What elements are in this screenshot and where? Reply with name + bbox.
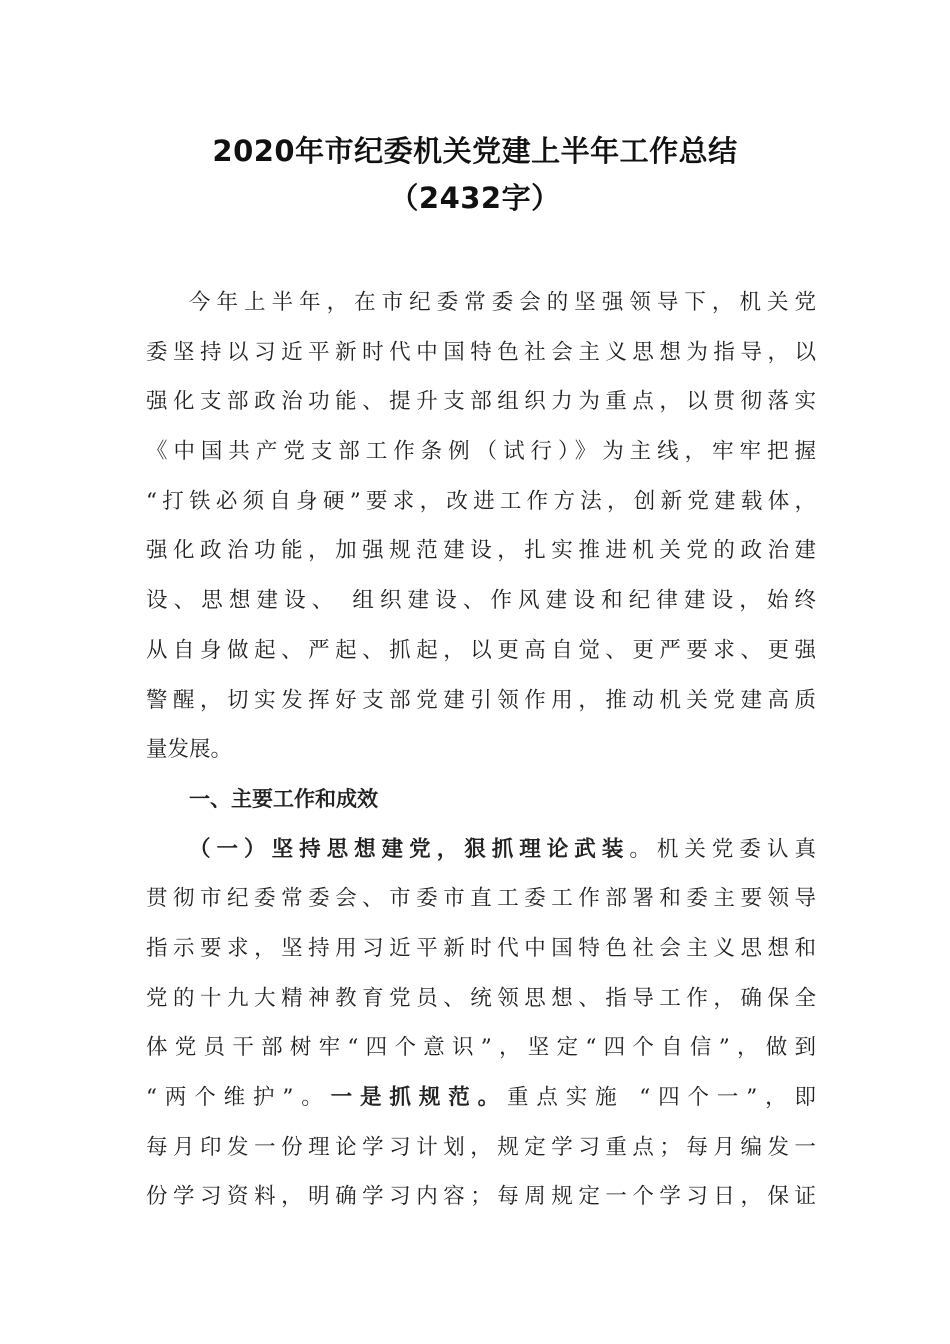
point-heading: 一是抓规范。	[330, 1085, 507, 1110]
paragraph-line: 警醒，切实发挥好支部党建引领作用，推动机关党建高质	[146, 687, 816, 713]
paragraph-line: 强化支部政治功能、提升支部组织力为重点，以贯彻落实	[146, 389, 816, 415]
paragraph-line: 委坚持以习近平新时代中国特色社会主义思想为指导，以	[146, 339, 816, 365]
line-segment: 重点实施 “四个一”，即	[506, 1085, 816, 1110]
paragraph-line: 强化政治功能，加强规范建设，扎实推进机关党的政治建	[146, 538, 816, 564]
paragraph-line: 设、思想建设、 组织建设、作风建设和纪律建设，始终	[146, 588, 816, 614]
paragraph-line: 从自身做起、严起、抓起，以更高自觉、更严要求、更强	[146, 637, 816, 663]
subsection-line	[146, 825, 816, 875]
title-line-1: 2020年市纪委机关党建上半年工作总结	[212, 134, 738, 168]
paragraph-line: 指示要求，坚持用习近平新时代中国特色社会主义思想和	[146, 935, 816, 961]
title-line-2: （2432字）	[389, 181, 561, 215]
document-body	[146, 278, 816, 1222]
paragraph-line: 份学习资料，明确学习内容；每周规定一个学习日，保证	[146, 1184, 816, 1210]
paragraph-line: 量发展。	[146, 737, 233, 763]
subsection-heading: （一）坚持思想建党，狠抓理论武装	[189, 836, 630, 862]
paragraph-line: “打铁必须自身硬”要求，改进工作方法，创新党建载体，	[146, 488, 816, 514]
line-segment: “两个维护”。	[146, 1085, 331, 1110]
section-heading: 一、主要工作和成效	[189, 786, 378, 811]
paragraph-line: 体党员干部树牢“四个意识”，坚定“四个自信”，做到	[146, 1035, 816, 1061]
paragraph-line: 党的十九大精神教育党员、统领思想、指导工作，确保全	[146, 985, 816, 1011]
paragraph-line: 《中国共产党支部工作条例（试行）》为主线，牢牢把握	[146, 439, 816, 465]
paragraph-line: 每月印发一份理论学习计划，规定学习重点；每月编发一	[146, 1134, 816, 1160]
subsection-text: 。机关党委认真	[629, 836, 816, 862]
paragraph-line: 今年上半年，在市纪委常委会的坚强领导下，机关党	[189, 290, 816, 315]
paragraph-line: 贯彻市纪委常委会、市委市直工委工作部署和委主要领导	[146, 886, 816, 912]
document-title	[0, 128, 950, 222]
paragraph-line	[146, 1073, 816, 1123]
